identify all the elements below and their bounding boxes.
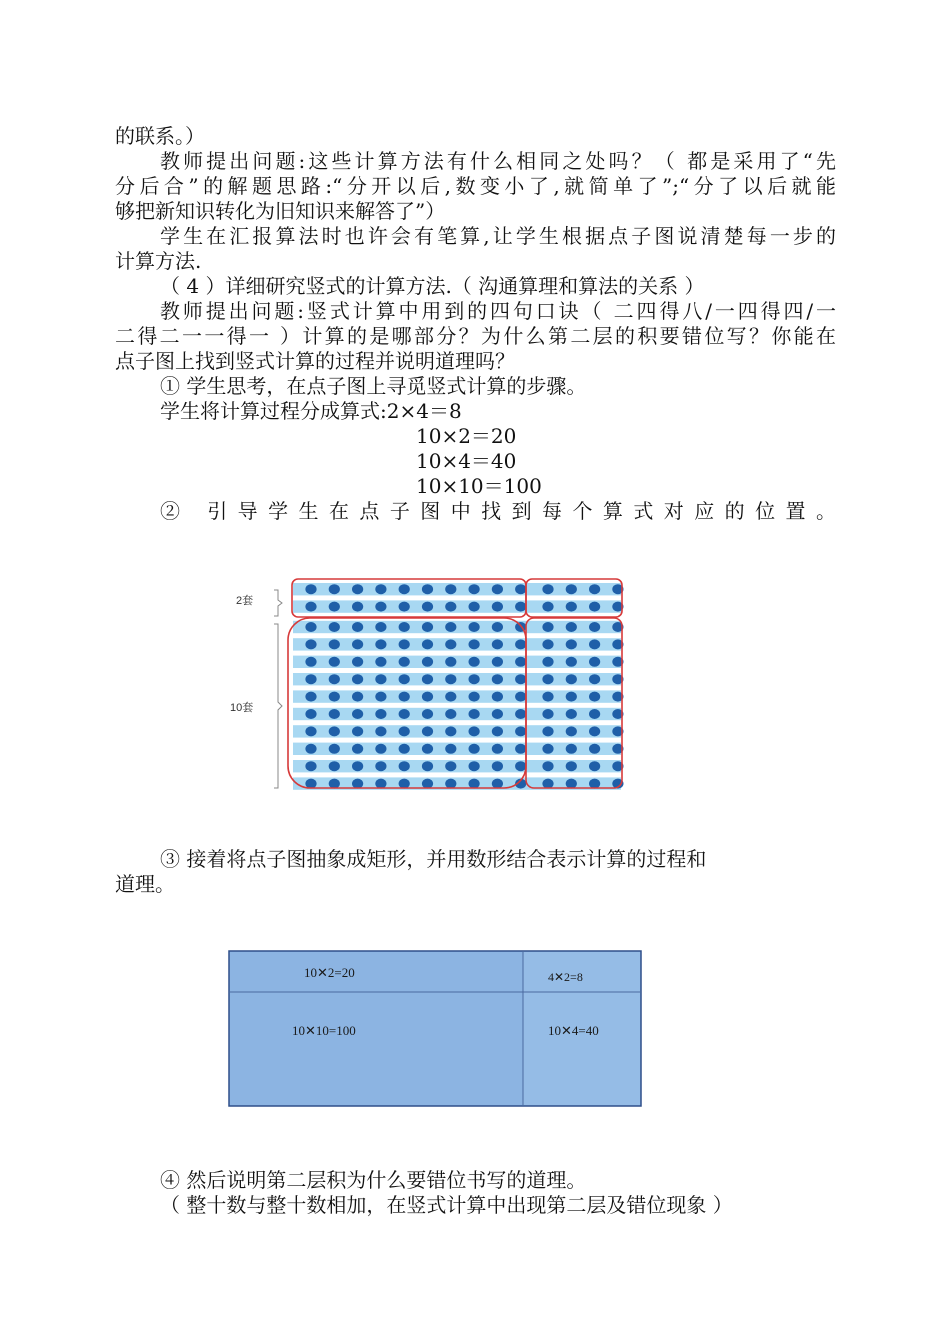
dot (352, 622, 363, 632)
dot (566, 639, 577, 649)
dot (492, 692, 503, 702)
dot (399, 779, 410, 789)
dot (305, 639, 316, 649)
dot (469, 602, 480, 612)
dot (352, 602, 363, 612)
dot (566, 761, 577, 771)
dot (329, 622, 340, 632)
dot (515, 639, 526, 649)
dot (542, 709, 553, 719)
dot (515, 726, 526, 736)
dot (305, 761, 316, 771)
dot (492, 584, 503, 594)
text-line: 学生在汇报算法时也许会有笔算,让学生根据点子图说清楚每一步的 (160, 224, 836, 248)
equation-line: 学生将计算过程分成算式:2×4＝8 (160, 399, 462, 423)
dot (515, 602, 526, 612)
equation: 10×2＝20 (416, 424, 517, 448)
dot (375, 657, 386, 667)
cell-4x2: 4✕2=8 (548, 970, 583, 984)
dot (375, 709, 386, 719)
dot (445, 709, 456, 719)
dot (422, 657, 433, 667)
dot (352, 709, 363, 719)
dot (492, 761, 503, 771)
dot (542, 622, 553, 632)
dot (492, 657, 503, 667)
dot (399, 674, 410, 684)
dot (399, 709, 410, 719)
dot (329, 779, 340, 789)
equation: 10×10＝100 (416, 474, 542, 498)
dot (352, 657, 363, 667)
dot (375, 726, 386, 736)
dot (566, 779, 577, 789)
dot (329, 639, 340, 649)
dot (566, 622, 577, 632)
dot (469, 761, 480, 771)
text-line: （ 整十数与整十数相加，在竖式计算中出现第二层及错位现象 ） (160, 1193, 733, 1217)
dot (352, 744, 363, 754)
dot (445, 726, 456, 736)
dot (445, 602, 456, 612)
dot (445, 674, 456, 684)
dot (445, 744, 456, 754)
dot (492, 779, 503, 789)
dot (515, 674, 526, 684)
dot (589, 584, 600, 594)
dot (375, 674, 386, 684)
dot (492, 709, 503, 719)
dot (566, 602, 577, 612)
dot (469, 726, 480, 736)
dot (469, 779, 480, 789)
text-line: 计算方法. (115, 249, 202, 273)
dot (329, 761, 340, 771)
dot (305, 657, 316, 667)
dot (422, 709, 433, 719)
dot (542, 692, 553, 702)
dot (352, 692, 363, 702)
dot (422, 622, 433, 632)
brace-bottom (274, 624, 282, 788)
dot (469, 709, 480, 719)
dot (566, 726, 577, 736)
dot (492, 602, 503, 612)
dot (445, 584, 456, 594)
dot (542, 761, 553, 771)
brace-top (274, 590, 282, 616)
dot (375, 744, 386, 754)
dot (469, 692, 480, 702)
dot (566, 692, 577, 702)
dot (305, 674, 316, 684)
dot (399, 692, 410, 702)
dot (469, 744, 480, 754)
dot (492, 639, 503, 649)
dot (352, 761, 363, 771)
dot (445, 657, 456, 667)
dot (445, 639, 456, 649)
dot (375, 639, 386, 649)
dot (329, 709, 340, 719)
dot (515, 744, 526, 754)
dot (305, 622, 316, 632)
dot (305, 744, 316, 754)
dot (399, 639, 410, 649)
dot (589, 726, 600, 736)
dot (589, 674, 600, 684)
cell-10x2: 10✕2=20 (304, 965, 355, 980)
dot (515, 761, 526, 771)
dot (492, 726, 503, 736)
dot (422, 744, 433, 754)
dot (375, 761, 386, 771)
dot (492, 674, 503, 684)
dot (399, 584, 410, 594)
dot (329, 674, 340, 684)
dot (542, 744, 553, 754)
dot (422, 674, 433, 684)
equation: 10×4＝40 (416, 449, 517, 473)
dot (329, 744, 340, 754)
dot (589, 744, 600, 754)
dot (422, 761, 433, 771)
dot (469, 622, 480, 632)
step-4: ④ 然后说明第二层积为什么要错位书写的道理。 (160, 1168, 587, 1192)
dot (352, 639, 363, 649)
text-line: 二得二一一得一 ）计算的是哪部分？为什么第二层的积要错位写？你能在 (115, 324, 836, 348)
dot (566, 584, 577, 594)
dot-array-figure (226, 570, 636, 800)
text-line: 教师提出问题:这些计算方法有什么相同之处吗？（ 都是采用了“先 (160, 149, 836, 173)
dot (305, 709, 316, 719)
dot (375, 622, 386, 632)
dot (422, 779, 433, 789)
dot (352, 674, 363, 684)
dot (589, 657, 600, 667)
dot (422, 726, 433, 736)
dot (542, 726, 553, 736)
dot (305, 692, 316, 702)
dot (542, 657, 553, 667)
dot (399, 657, 410, 667)
dot (375, 692, 386, 702)
text-line: 的联系。） (115, 124, 205, 148)
area-model-svg (228, 950, 644, 1110)
step-3: ③ 接着将点子图抽象成矩形，并用数形结合表示计算的过程和 (160, 847, 707, 871)
dot (566, 674, 577, 684)
area-model-figure (228, 950, 644, 1110)
section-heading: （ 4 ）详细研究竖式的计算方法.（ 沟通算理和算法的关系 ） (160, 274, 705, 298)
dot (469, 639, 480, 649)
dot (566, 709, 577, 719)
text-line: 道理。 (115, 872, 175, 896)
dot (352, 584, 363, 594)
dot (329, 692, 340, 702)
dot (375, 779, 386, 789)
dot (305, 584, 316, 594)
cell-10x10: 10✕10=100 (292, 1023, 356, 1038)
dot (492, 622, 503, 632)
dot-array-svg (226, 570, 636, 800)
dot (445, 761, 456, 771)
dot (375, 584, 386, 594)
dot (352, 779, 363, 789)
dot (542, 602, 553, 612)
dot (399, 726, 410, 736)
dot (422, 692, 433, 702)
dots (305, 584, 623, 788)
dot (589, 761, 600, 771)
dot (542, 779, 553, 789)
dot (542, 639, 553, 649)
dot (542, 584, 553, 594)
dot (469, 584, 480, 594)
dot (305, 602, 316, 612)
dot (469, 674, 480, 684)
dot (469, 657, 480, 667)
dot (589, 779, 600, 789)
dot (352, 726, 363, 736)
dot (375, 602, 386, 612)
text-line: 够把新知识转化为旧知识来解答了”） (115, 199, 446, 223)
dot (515, 692, 526, 702)
dot (589, 692, 600, 702)
dot (589, 709, 600, 719)
dot (589, 639, 600, 649)
dot (399, 744, 410, 754)
dot (399, 602, 410, 612)
dot (399, 761, 410, 771)
text-line: 分后合”的解题思路:“分开以后,数变小了,就简单了”;“分了以后就能 (115, 174, 836, 198)
dot (566, 744, 577, 754)
dot (422, 639, 433, 649)
dot (422, 602, 433, 612)
dot (589, 622, 600, 632)
step-1: ① 学生思考，在点子图上寻觅竖式计算的步骤。 (160, 374, 587, 398)
dot (329, 726, 340, 736)
dot (515, 657, 526, 667)
cell-10x4: 10✕4=40 (548, 1023, 599, 1038)
dot (399, 622, 410, 632)
dot (422, 584, 433, 594)
text-line: 点子图上找到竖式计算的过程并说明道理吗？ (115, 349, 515, 373)
dot (329, 584, 340, 594)
dot (305, 726, 316, 736)
dot (445, 779, 456, 789)
dot (515, 584, 526, 594)
dot (566, 657, 577, 667)
label-2-sets: 2套 (236, 595, 254, 607)
step-2: ② 引导学生在点子图中找到每个算式对应的位置。 (160, 499, 836, 523)
label-10-sets: 10套 (230, 702, 254, 714)
dot (445, 622, 456, 632)
text-line: 教师提出问题:竖式计算中用到的四句口诀（ 二四得八/一四得四/一 (160, 299, 836, 323)
dot (492, 744, 503, 754)
dot (515, 709, 526, 719)
row-stripes (293, 583, 621, 790)
dot (589, 602, 600, 612)
area-left (229, 951, 523, 1106)
dot (329, 602, 340, 612)
dot (445, 692, 456, 702)
dot (542, 674, 553, 684)
dot (329, 657, 340, 667)
